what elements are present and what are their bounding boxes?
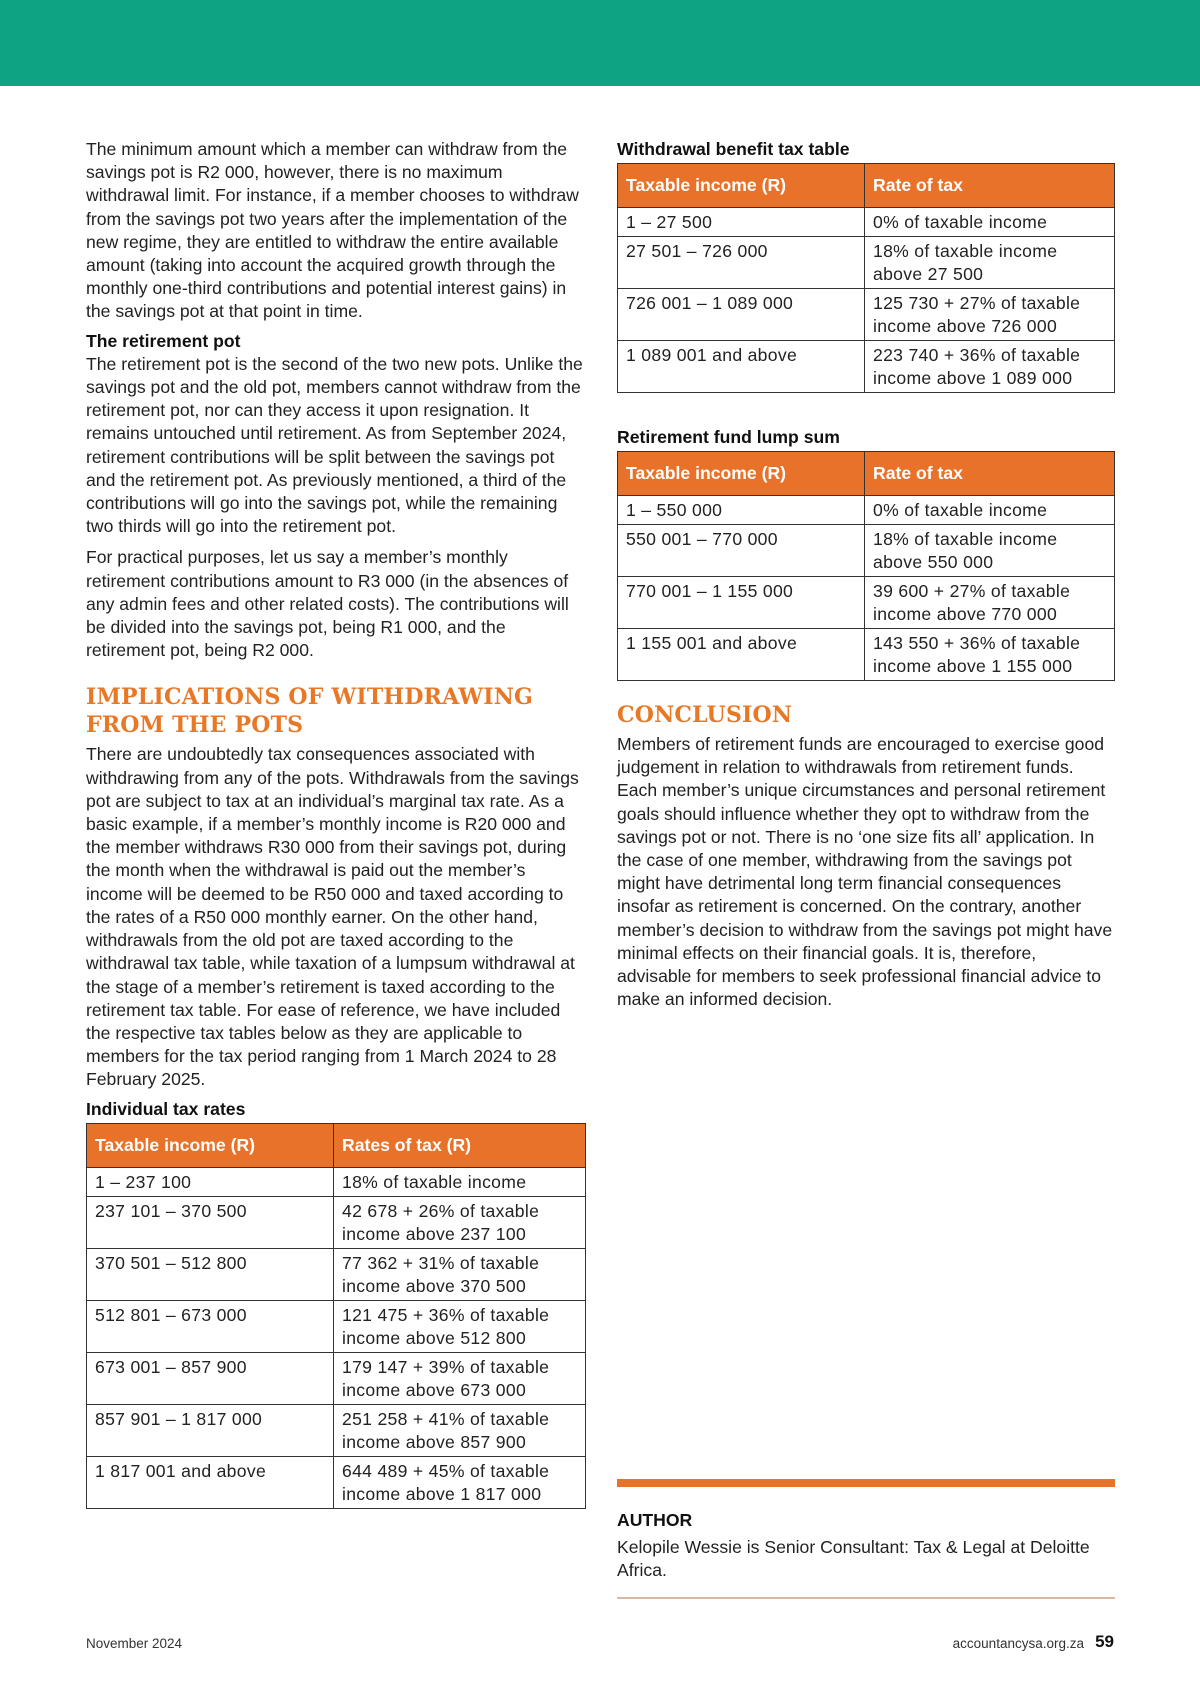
income-cell: 1 817 001 and above <box>87 1456 334 1508</box>
table-header-row <box>618 452 1115 496</box>
table-row <box>87 1404 586 1456</box>
author-heading: AUTHOR <box>617 1510 693 1530</box>
income-cell: 1 – 237 100 <box>87 1167 334 1196</box>
income-cell: 857 901 – 1 817 000 <box>87 1404 334 1456</box>
individual-tax-table <box>86 1123 586 1509</box>
table-row <box>87 1300 586 1352</box>
conclusion-paragraph: Members of retirement funds are encouraged to exercise good judgement in relation to withdrawals from retirement funds. Each member’s unique circumstances and personal retirement goals should influence whether they opt to withdraw from the savings pot or not. There is no ‘one size fits all’ application. In the case of one member, withdrawing from the savings pot might have detrimental long term financial consequences insofar as retirement is concerned. On the contrary, another member’s decision to withdraw from the savings pot might have minimal effects on their financial goals. It is, therefore, advisable for members to seek professional financial advice to make an informed decision. <box>617 734 1113 1010</box>
table-row <box>87 1456 586 1508</box>
author-bio: Kelopile Wessie is Senior Consultant: Tax & Legal at Deloitte Africa. <box>617 1537 1090 1581</box>
retirement-pot-heading: The retirement pot <box>86 330 241 351</box>
column-header: Rates of tax (R) <box>334 1123 586 1167</box>
author-bottom-rule <box>617 1597 1115 1599</box>
column-header: Taxable income (R) <box>87 1123 334 1167</box>
individual-table-title: Individual tax rates <box>86 1098 246 1119</box>
savings-pot-paragraph: The minimum amount which a member can withdraw from the savings pot is R2 000, however, there is no maximum withdrawal limit. For instance, if a member chooses to withdraw from the savings pot two years after the implementation of the new regime, they are entitled to withdraw the entire available amount (taking into account the acquired growth through the monthly one-third contributions and potential interest gains) in the savings pot at that point in time. <box>86 139 579 322</box>
rate-cell: 18% of taxable income above 27 500 <box>865 237 1115 289</box>
rate-cell: 125 730 + 27% of taxable income above 726 000 <box>865 289 1115 341</box>
example-paragraph: For practical purposes, let us say a member’s monthly retirement contributions amount to R3 000 (in the absences of any admin fees and other related costs). The contributions will be divided into the savings pot, being R1 000, and the retirement pot, being R2 000. <box>86 547 569 661</box>
rate-cell: 143 550 + 36% of taxable income above 1 155 000 <box>865 629 1115 681</box>
retirement-pot-paragraph: The retirement pot is the second of the two new pots. Unlike the savings pot and the old pot, members cannot withdraw from the retirement pot, nor can they access it upon resignation. It remains untouched until retirement. As from September 2024, retirement contributions will be split between the savings pot and the retirement pot. As previously mentioned, a third of the contributions will go into the savings pot, while the remaining two thirds will go into the retirement pot. <box>86 353 583 537</box>
withdrawal-tax-table <box>617 163 1115 393</box>
income-cell: 1 089 001 and above <box>618 341 865 393</box>
income-cell: 1 – 27 500 <box>618 208 865 237</box>
income-cell: 1 – 550 000 <box>618 496 865 525</box>
income-cell: 370 501 – 512 800 <box>87 1248 334 1300</box>
table-row <box>618 525 1115 577</box>
rate-cell: 39 600 + 27% of taxable income above 770 000 <box>865 577 1115 629</box>
rate-cell: 179 147 + 39% of taxable income above 673 000 <box>334 1352 586 1404</box>
rate-cell: 18% of taxable income above 550 000 <box>865 525 1115 577</box>
footer-date: November 2024 <box>86 1636 183 1651</box>
table-header-row <box>87 1123 586 1167</box>
implications-heading: IMPLICATIONS OF WITHDRAWING FROM THE POTS <box>86 684 534 739</box>
column-header: Taxable income (R) <box>618 164 865 208</box>
lumpsum-tax-table <box>617 451 1115 681</box>
table-row <box>618 341 1115 393</box>
table-row <box>618 237 1115 289</box>
table-row <box>87 1167 586 1196</box>
income-cell: 673 001 – 857 900 <box>87 1352 334 1404</box>
right-column <box>617 138 1115 1011</box>
income-cell: 27 501 – 726 000 <box>618 237 865 289</box>
lumpsum-table-title: Retirement fund lump sum <box>617 427 840 447</box>
column-header: Rate of tax <box>865 452 1115 496</box>
income-cell: 512 801 – 673 000 <box>87 1300 334 1352</box>
table-row <box>618 577 1115 629</box>
table-row <box>618 496 1115 525</box>
rate-cell: 0% of taxable income <box>865 208 1115 237</box>
rate-cell: 0% of taxable income <box>865 496 1115 525</box>
author-divider <box>617 1479 1115 1487</box>
author-block <box>617 1509 1115 1582</box>
table-header-row <box>618 164 1115 208</box>
top-color-bar <box>0 0 1200 86</box>
footer-website: accountancysa.org.za <box>952 1636 1084 1651</box>
rate-cell: 251 258 + 41% of taxable income above 857 900 <box>334 1404 586 1456</box>
rate-cell: 18% of taxable income <box>334 1167 586 1196</box>
rate-cell: 223 740 + 36% of taxable income above 1 089 000 <box>865 341 1115 393</box>
column-header: Rate of tax <box>865 164 1115 208</box>
table-row <box>618 208 1115 237</box>
column-header: Taxable income (R) <box>618 452 865 496</box>
withdrawal-table-title: Withdrawal benefit tax table <box>617 139 850 159</box>
table-row <box>87 1352 586 1404</box>
rate-cell: 42 678 + 26% of taxable income above 237 100 <box>334 1196 586 1248</box>
table-row <box>87 1248 586 1300</box>
implications-paragraph: There are undoubtedly tax consequences associated with withdrawing from any of the pots. Withdrawals from the savings pot are subject to tax at an individual’s marginal tax rate. As a basic example, if a member’s monthly income is R20 000 and the member withdraws R30 000 from their savings pot, during the month when the withdrawal is paid out the member’s income will be deemed to be R50 000 and taxed according to the rates of a R50 000 monthly earner. On the other hand, withdrawals from the old pot are taxed according to the withdrawal tax table, while taxation of a lumpsum withdrawal at the stage of a member’s retirement is taxed according to the retirement tax table. For ease of reference, we have included the respective tax tables below as they are applicable to members for the tax period ranging from 1 March 2024 to 28 February 2025. <box>86 744 579 1090</box>
rate-cell: 644 489 + 45% of taxable income above 1 817 000 <box>334 1456 586 1508</box>
income-cell: 237 101 – 370 500 <box>87 1196 334 1248</box>
income-cell: 726 001 – 1 089 000 <box>618 289 865 341</box>
left-column <box>86 138 586 1509</box>
table-row <box>87 1196 586 1248</box>
page-number: 59 <box>1095 1632 1114 1651</box>
rate-cell: 121 475 + 36% of taxable income above 512 800 <box>334 1300 586 1352</box>
conclusion-heading: CONCLUSION <box>617 702 793 728</box>
rate-cell: 77 362 + 31% of taxable income above 370 500 <box>334 1248 586 1300</box>
income-cell: 770 001 – 1 155 000 <box>618 577 865 629</box>
table-row <box>618 289 1115 341</box>
income-cell: 1 155 001 and above <box>618 629 865 681</box>
table-row <box>618 629 1115 681</box>
income-cell: 550 001 – 770 000 <box>618 525 865 577</box>
